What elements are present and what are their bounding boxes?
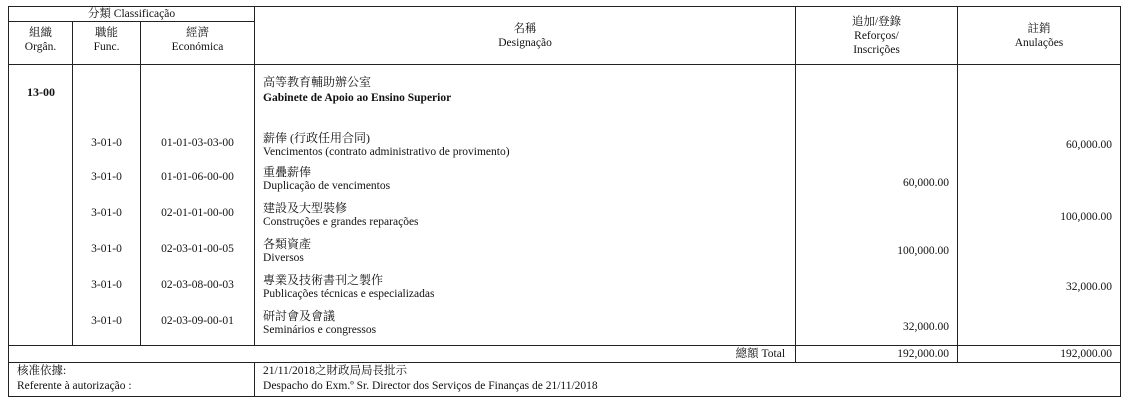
- line-econ: 02-03-01-00-05: [141, 235, 255, 271]
- line-zh: 研討會及會議: [263, 309, 336, 323]
- organica-header: [9, 22, 73, 65]
- line-econ: 02-03-09-00-01: [141, 307, 255, 346]
- organica-zh: 組織: [29, 27, 52, 39]
- reforcos-pt1: Reforços/: [854, 29, 899, 42]
- line-designation: [255, 235, 796, 271]
- footer-despacho: [255, 363, 1121, 397]
- organ-anul-empty: [958, 65, 1121, 118]
- line-designation: [255, 199, 796, 235]
- line-econ: 02-03-08-00-03: [141, 271, 255, 307]
- organ-row: [9, 65, 1121, 118]
- total-anulacoes: 192,000.00: [958, 346, 1121, 363]
- line-zh: 薪俸 (行政任用合同): [263, 131, 371, 145]
- budget-table-sheet: [8, 6, 1120, 397]
- classificacao-header: 分類 Classificação: [9, 7, 255, 22]
- line-row: [9, 129, 1121, 163]
- total-row: [9, 346, 1121, 363]
- organ-func-empty: [73, 65, 141, 118]
- line-econ: 02-01-01-00-00: [141, 199, 255, 235]
- line-anulacoes: 32,000.00: [958, 271, 1121, 307]
- line-pt: Diversos: [263, 252, 304, 264]
- designacao-zh: 名稱: [513, 22, 537, 35]
- line-pt: Construções e grandes reparações: [263, 216, 419, 228]
- footer-row: [9, 363, 1121, 397]
- line-row: [9, 307, 1121, 346]
- line-pt: Duplicação de vencimentos: [263, 180, 391, 192]
- designacao-pt: Designação: [498, 36, 552, 49]
- line-econ: 01-01-06-00-00: [141, 163, 255, 199]
- basis-zh: 核准依據:: [17, 365, 67, 377]
- line-designation: [255, 307, 796, 346]
- line-zh: 專業及技術書刊之製作: [263, 273, 384, 287]
- total-label: 總額 Total: [9, 346, 796, 363]
- line-anulacoes: [958, 307, 1121, 346]
- budget-table: [8, 6, 1121, 397]
- organica-pt: Orgân.: [24, 41, 57, 53]
- line-row: [9, 199, 1121, 235]
- anulacoes-zh: 註銷: [1027, 22, 1051, 35]
- line-func: 3-01-0: [73, 199, 141, 235]
- line-econ: 01-01-03-03-00: [141, 129, 255, 163]
- basis-pt: Referente à autorização :: [17, 380, 132, 392]
- total-reforcos: 192,000.00: [796, 346, 958, 363]
- line-reforcos: 60,000.00: [796, 163, 958, 199]
- line-reforcos: [796, 271, 958, 307]
- line-func: 3-01-0: [73, 163, 141, 199]
- reforcos-header: [796, 7, 958, 65]
- line-pt: Vencimentos (contrato administrativo de provimento): [263, 146, 510, 158]
- line-reforcos: 100,000.00: [796, 235, 958, 271]
- designacao-header: [255, 7, 796, 65]
- line-func: 3-01-0: [73, 129, 141, 163]
- line-func: 3-01-0: [73, 271, 141, 307]
- economica-header: [141, 22, 255, 65]
- line-designation: [255, 129, 796, 163]
- economica-zh: 經濟: [186, 27, 209, 39]
- line-row: [9, 271, 1121, 307]
- reforcos-pt2: Inscrições: [853, 43, 900, 56]
- line-reforcos: [796, 129, 958, 163]
- line-zh: 建設及大型裝修: [263, 201, 348, 215]
- line-anulacoes: [958, 235, 1121, 271]
- funcional-pt: Func.: [93, 41, 120, 53]
- economica-pt: Económica: [171, 41, 224, 53]
- line-reforcos: [796, 199, 958, 235]
- line-reforcos: 32,000.00: [796, 307, 958, 346]
- line-pt: Seminários e congressos: [263, 324, 377, 336]
- organ-code: 13-00: [9, 65, 73, 118]
- line-func: 3-01-0: [73, 235, 141, 271]
- funcional-header: [73, 22, 141, 65]
- line-zh: 各類資產: [263, 237, 312, 251]
- line-row: [9, 235, 1121, 271]
- line-designation: [255, 271, 796, 307]
- line-func: 3-01-0: [73, 307, 141, 346]
- organ-designation: [255, 65, 796, 118]
- line-anulacoes: 60,000.00: [958, 129, 1121, 163]
- footer-basis: [9, 363, 255, 397]
- organ-name-zh: 高等教育輔助辦公室: [263, 75, 372, 89]
- line-zh: 重疊薪俸: [263, 165, 312, 179]
- line-anulacoes: [958, 163, 1121, 199]
- line-pt: Publicações técnicas e especializadas: [263, 288, 435, 300]
- anulacoes-header: [958, 7, 1121, 65]
- despacho-pt: Despacho do Exm.º Sr. Director dos Serviços de Finanças de 21/11/2018: [263, 380, 598, 392]
- line-designation: [255, 163, 796, 199]
- organ-ref-empty: [796, 65, 958, 118]
- anulacoes-pt: Anulações: [1014, 36, 1064, 49]
- line-row: [9, 163, 1121, 199]
- organ-name-pt: Gabinete de Apoio ao Ensino Superior: [263, 92, 452, 104]
- funcional-zh: 職能: [95, 27, 118, 39]
- reforcos-zh: 追加/登錄: [851, 15, 902, 28]
- organ-econ-empty: [141, 65, 255, 118]
- line-anulacoes: 100,000.00: [958, 199, 1121, 235]
- despacho-zh: 21/11/2018之財政局局長批示: [263, 365, 407, 377]
